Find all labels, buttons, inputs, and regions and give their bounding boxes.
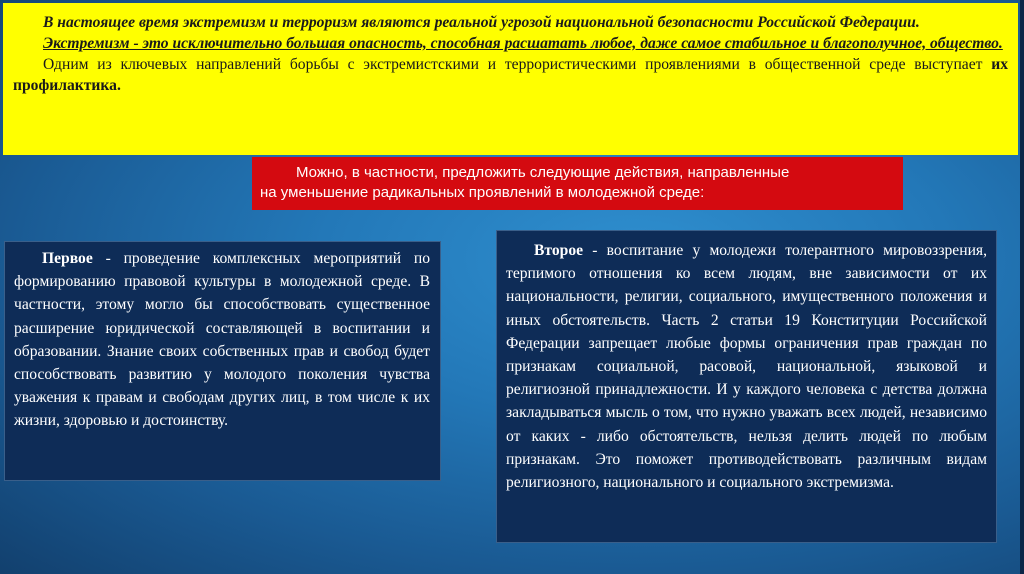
first-measure-lead: Первое: [42, 250, 93, 267]
second-measure-box: [496, 230, 997, 543]
proposal-box: [252, 157, 903, 210]
intro-line-prevention: [13, 54, 1008, 96]
proposal-line-1: Можно, в частности, предложить следующие действия, направленные: [296, 164, 790, 181]
intro-line-threat: В настоящее время экстремизм и терроризм являются реальной угрозой национальной безопасности Российской Федерации.: [43, 14, 920, 31]
intro-line-extremism-definition: Экстремизм - это исключительно большая опасность, способная расшатать любое, даже самое стабильное и благополучное, общество.: [43, 35, 1003, 52]
intro-box: [3, 3, 1018, 155]
intro-line-prevention-bold: их профилактика.: [13, 56, 1008, 94]
slide-edge-bar: [1020, 0, 1024, 574]
intro-line-prevention-text: Одним из ключевых направлений борьбы с экстремистскими и террористическими проявлениями в общественной среде выступает: [43, 56, 992, 73]
second-measure-text: - воспитание у молодежи толерантного мировоззрения, терпимого отношения ко всем людям, вне зависимости от их национальности, религии, социального, имущественного положения и иных обстоятельств. Часть 2 статьи 19 Конституции Российской Федерации запрещает любые формы ограничения прав граждан по признакам социальной, расовой, национальной, языковой и религиозной принадлежности. И у каждого человека с детства должна закладываться мысль о том, что нужно уважать всех людей, независимо от каких - либо обстоятельств, нельзя делить людей по любым признакам. Это поможет противодействовать различным видам религиозного, национального и социального экстремизма.: [506, 242, 987, 492]
first-measure-box: [4, 241, 441, 481]
first-measure-paragraph: [14, 247, 430, 433]
second-measure-paragraph: [506, 239, 987, 494]
second-measure-lead: Второе: [534, 242, 584, 259]
proposal-line-2: на уменьшение радикальных проявлений в молодежной среде:: [260, 184, 705, 201]
first-measure-text: - проведение комплексных мероприятий по формированию правовой культуры в молодежной среде. В частности, этому могло бы способствовать существенное расширение юридической составляющей в воспитании и образовании. Знание своих собственных прав и свобод будет способствовать развитию у молодого поколения чувства уважения к правам и свободам других лиц, в том числе к их жизни, здоровью и достоинству.: [14, 250, 430, 430]
